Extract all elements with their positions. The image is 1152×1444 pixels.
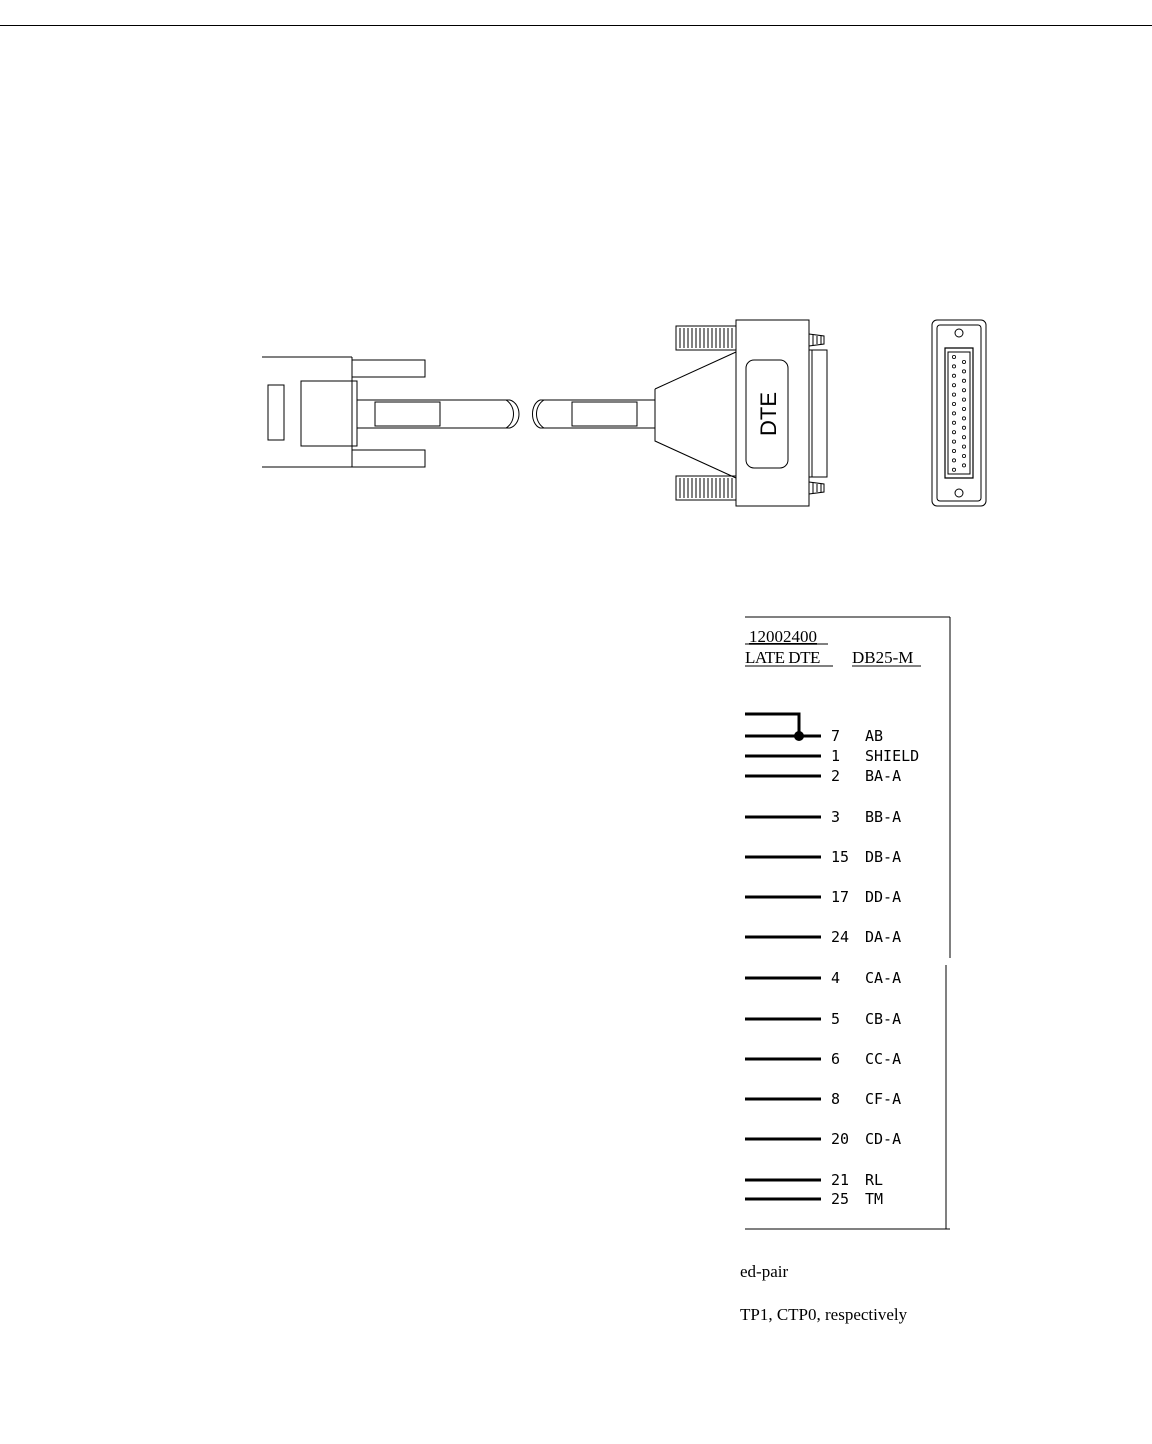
left-connector	[262, 357, 425, 467]
pin-signal: SHIELD	[865, 747, 920, 765]
note-twisted-pair: ed-pair	[740, 1262, 789, 1281]
pin-signal: BA-A	[865, 767, 902, 785]
pin-row	[745, 888, 901, 906]
pin-number: 6	[831, 1050, 841, 1068]
left-header: LATE DTE	[745, 648, 820, 667]
pin-number: 5	[831, 1010, 841, 1028]
pin-number: 4	[831, 969, 841, 987]
pin-row	[745, 747, 919, 765]
pin-number: 8	[831, 1090, 841, 1108]
pin-row	[745, 1130, 901, 1148]
pin-signal: DB-A	[865, 848, 902, 866]
pin-row	[745, 848, 901, 866]
pin-number: 7	[831, 727, 841, 745]
pin-number: 15	[831, 848, 850, 866]
db25-front-view	[932, 320, 986, 506]
pin-signal: DD-A	[865, 888, 902, 906]
pin-signal: RL	[865, 1171, 884, 1189]
part-number: 12002400	[749, 627, 817, 646]
pin-signal: CC-A	[865, 1050, 902, 1068]
pin-number: 20	[831, 1130, 850, 1148]
pin-row	[745, 1090, 901, 1108]
pin-row	[745, 1190, 883, 1208]
pin-signal: AB	[865, 727, 884, 745]
pin-signal: TM	[865, 1190, 884, 1208]
pin-signal: CB-A	[865, 1010, 902, 1028]
pin-signal: CA-A	[865, 969, 902, 987]
dte-label: DTE	[756, 392, 781, 436]
right-header: DB25-M	[852, 648, 914, 667]
note-ctp: TP1, CTP0, respectively	[740, 1305, 908, 1324]
right-cable-section	[533, 400, 656, 428]
pin-number: 1	[831, 747, 841, 765]
pin-number: 21	[831, 1171, 850, 1189]
pin-row	[745, 808, 901, 826]
pin-row	[745, 1010, 901, 1028]
pin-number: 24	[831, 928, 850, 946]
left-cable-section	[357, 400, 519, 428]
pin-row	[745, 928, 901, 946]
pin-row	[745, 727, 883, 745]
pin-signal: DA-A	[865, 928, 902, 946]
pin-row	[745, 969, 901, 987]
pin-number: 17	[831, 888, 850, 906]
pin-signal: CF-A	[865, 1090, 902, 1108]
pin-row	[745, 1050, 901, 1068]
pin-number: 3	[831, 808, 841, 826]
pin-signal: BB-A	[865, 808, 902, 826]
pin-number: 25	[831, 1190, 850, 1208]
db25-side-connector	[655, 320, 827, 506]
pin-number: 2	[831, 767, 841, 785]
pin-row	[745, 1171, 883, 1189]
pin-row	[745, 767, 901, 785]
pin-signal: CD-A	[865, 1130, 902, 1148]
